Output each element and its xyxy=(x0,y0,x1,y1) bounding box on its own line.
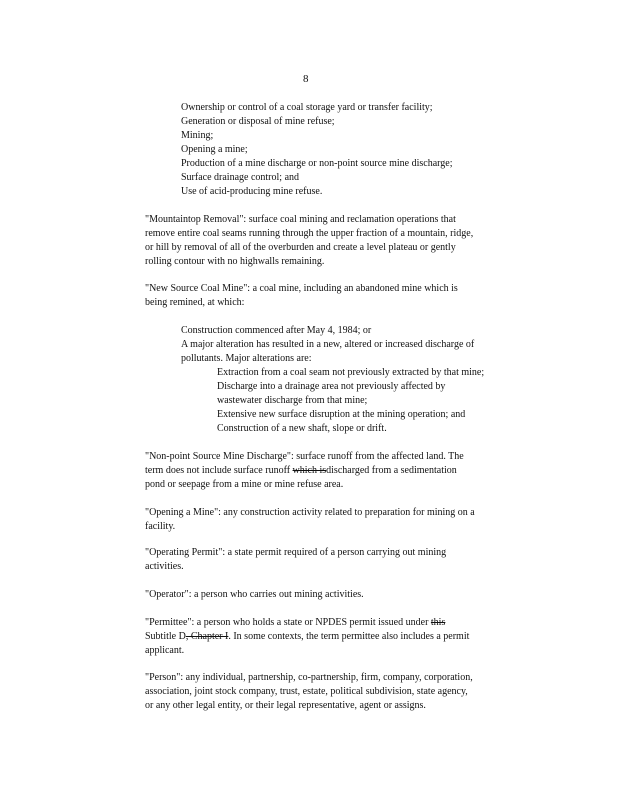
list-item: pollutants. Major alterations are: xyxy=(181,353,312,364)
page-number: 8 xyxy=(303,73,309,85)
list-item: Generation or disposal of mine refuse; xyxy=(181,116,335,127)
sub-list-item: wastewater discharge from that mine; xyxy=(217,395,368,406)
definition-line: facility. xyxy=(145,521,176,532)
text-span: Subtitle D xyxy=(145,631,186,642)
definition-line: rolling contour with no highwalls remaining. xyxy=(145,256,325,267)
definition-line: applicant. xyxy=(145,645,185,656)
definition-line: "Opening a Mine": any construction activity related to preparation for mining on a xyxy=(145,507,475,518)
struck-text: this xyxy=(430,617,446,628)
definition-line: or hill by removal of all of the overburden and create a level plateau or gently xyxy=(145,242,456,253)
text-span: "Permittee": a person who holds a state or NPDES permit issued under xyxy=(145,617,431,628)
definition-line: "Operator": a person who carries out mining activities. xyxy=(145,589,364,600)
definition-line: association, joint stock company, trust, estate, political subdivision, state agency, xyxy=(145,686,468,697)
sub-list-item: Extensive new surface disruption at the mining operation; and xyxy=(217,409,466,420)
list-item: Use of acid-producing mine refuse. xyxy=(181,186,323,197)
definition-line: "Operating Permit": a state permit required of a person carrying out mining xyxy=(145,547,447,558)
struck-text: , Chapter I xyxy=(185,631,229,642)
definition-line: "New Source Coal Mine": a coal mine, including an abandoned mine which is xyxy=(145,283,458,294)
sub-list-item: Construction of a new shaft, slope or drift. xyxy=(217,423,387,434)
definition-line: or any other legal entity, or their legal representative, agent or assigns. xyxy=(145,700,426,711)
list-item: Opening a mine; xyxy=(181,144,248,155)
definition-line: "Person": any individual, partnership, co-partnership, firm, company, corporation, xyxy=(145,672,473,683)
definition-line: remove entire coal seams running through the upper fraction of a mountain, ridge, xyxy=(145,228,474,239)
text-span: . In some contexts, the term permittee also includes a permit xyxy=(228,631,470,642)
definition-line xyxy=(145,630,469,644)
list-item: Construction commenced after May 4, 1984; or xyxy=(181,325,372,336)
text-span: term does not include surface runoff xyxy=(145,465,293,476)
definition-line: "Non-point Source Mine Discharge": surface runoff from the affected land. The xyxy=(145,451,464,462)
list-item: Production of a mine discharge or non-point source mine discharge; xyxy=(181,158,453,169)
definition-line: pond or seepage from a mine or mine refuse area. xyxy=(145,479,344,490)
sub-list-item: Discharge into a drainage area not previously affected by xyxy=(217,381,446,392)
definition-line: "Mountaintop Removal": surface coal mining and reclamation operations that xyxy=(145,214,456,225)
struck-text: which is xyxy=(292,465,327,476)
list-item: Surface drainage control; and xyxy=(181,172,300,183)
definition-line: being remined, at which: xyxy=(145,297,245,308)
definition-line xyxy=(145,616,445,630)
list-item: Ownership or control of a coal storage yard or transfer facility; xyxy=(181,102,433,113)
sub-list-item: Extraction from a coal seam not previously extracted by that mine; xyxy=(217,367,485,378)
definition-line: activities. xyxy=(145,561,184,572)
definition-line xyxy=(145,464,457,478)
text-span: discharged from a sedimentation xyxy=(326,465,457,476)
list-item: Mining; xyxy=(181,130,214,141)
list-item: A major alteration has resulted in a new, altered or increased discharge of xyxy=(181,339,475,350)
